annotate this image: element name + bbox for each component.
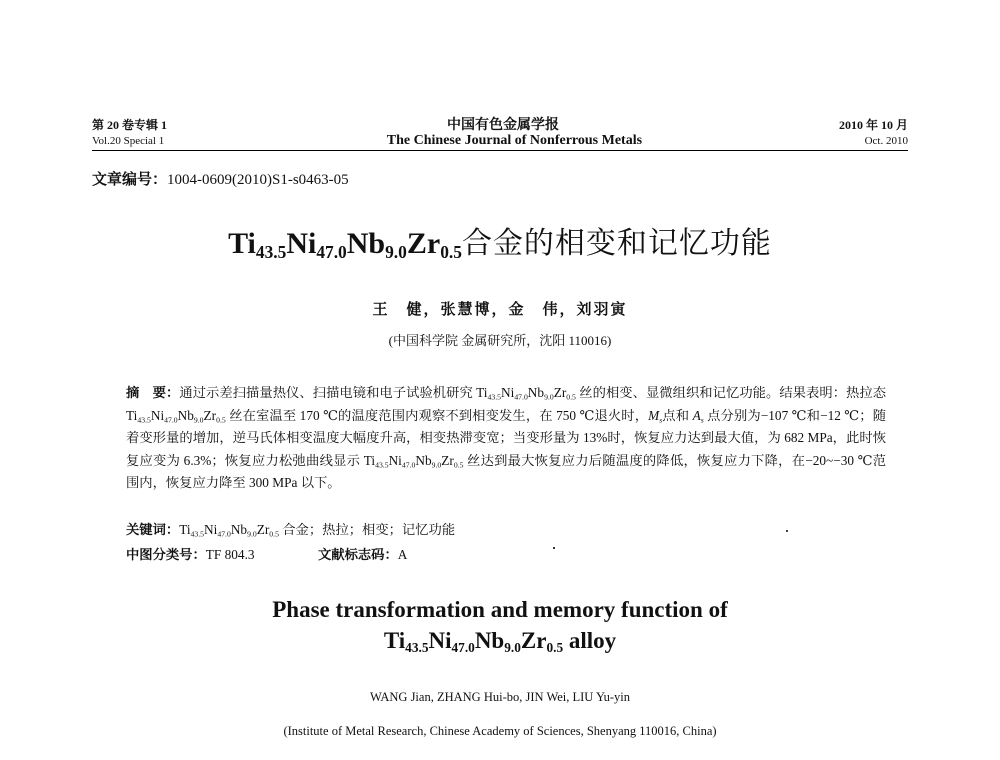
title-en-line2: $Ti_{43.5}Ni_{47.0}Nb_{9.0}Zr_{0.5}$ alloy [383,628,617,655]
classification-value: TF 804.3 [205,547,255,562]
authors-cn: 王 健，张慧博，金 伟，刘羽寅 [372,302,628,318]
header-row-en [92,133,908,149]
article-number-value: 1004-0609(2010)S1-s0463-05 [167,172,349,188]
header-row-cn [92,114,908,134]
header-rule [92,150,908,151]
alloy-formula: $Ti_{43.5}Ni_{47.0}Nb_{9.0}Zr_{0.5}$ [363,452,464,469]
abstract-label: 摘 要： [126,385,180,400]
classification [126,544,255,563]
alloy-formula: $Ti_{43.5}Ni_{47.0}Nb_{9.0}Zr_{0.5}$ [476,385,576,402]
journal-name-cn: 中国有色金属学报 [447,118,559,133]
alloy-formula: $Ti_{43.5}Ni_{47.0}Nb_{9.0}Zr_{0.5}$ [126,407,226,424]
keywords-label: 关键词： [126,522,180,537]
title-en-line1: Phase transformation and memory function of [272,597,728,622]
as-symbol: $A_s$ [692,407,704,424]
article-number-label: 文章编号： [92,172,168,188]
alloy-formula: $Ti_{43.5}Ni_{47.0}Nb_{9.0}Zr_{0.5}$ [179,522,279,539]
title-cn [0,218,1000,262]
alloy-formula: $Ti_{43.5}Ni_{47.0}Nb_{9.0}Zr_{0.5}$ [228,227,462,263]
issue-en: Vol.20 Special 1 [92,135,165,147]
title-en [0,594,1000,656]
document-code-value: A [397,547,408,562]
authors-en: WANG Jian, ZHANG Hui-bo, JIN Wei, LIU Yu-yin [369,690,631,704]
keywords-text: 合金；热拉；相变；记忆功能 [278,522,456,537]
alloy-formula: $Ti_{43.5}Ni_{47.0}Nb_{9.0}Zr_{0.5}$ [383,628,564,655]
date-en: Oct. 2010 [864,135,908,147]
document-code [318,544,407,563]
journal-name-en: The Chinese Journal of Nonferrous Metals [386,133,643,148]
affiliation-en: (Institute of Metal Research, Chinese Academy of Sciences, Shenyang 110016, China) [283,724,717,738]
keywords [126,519,455,538]
affiliation-cn: (中国科学院 金属研究所，沈阳 110016) [388,333,612,348]
abstract-cn: 摘 要：通过示差扫描量热仪、扫描电镜和电子试验机研究 $Ti_{43.5}Ni_{47.0}Nb_{9.0}Zr_{0.5}$ 丝的相变、显微组织和记忆功能。结果表明：热拉态 $Ti_{43.5}Ni_{47.0}Nb_{9.0}Zr_{0.5}$ 丝在室温至 170 ℃的温度范围内观察不到相变发生，在 750 ℃退火时，$M_s$点和 $A_s$ 点分别为−107 ℃和−12 ℃；随着变形量的增加，逆马氏体相变温度大幅度升高，相变热滞变宽；当变形量为 13%时，恢复应力达到最大值，为 682 MPa，此时恢复应变为 6.3%；恢复应力松弛曲线显示 $Ti_{43.5}Ni_{47.0}Nb_{9.0}Zr_{0.5}$ 丝达到最大恢复应力后随温度的降低，恢复应力下降，在−20~−30 ℃范围内，恢复应力降至 300 MPa 以下。 [126,385,887,490]
date-cn: 2010 年 10 月 [838,118,908,132]
issue-cn: 第 20 卷专辑 1 [92,118,168,132]
scan-speck [786,530,788,532]
title-cn-text: 合金的相变和记忆功能 [461,226,772,261]
classification-label: 中图分类号： [126,547,206,562]
document-code-label: 文献标志码： [318,547,398,562]
article-number [92,168,349,189]
ms-symbol: $M_s$ [648,407,663,424]
scan-speck [553,547,555,549]
